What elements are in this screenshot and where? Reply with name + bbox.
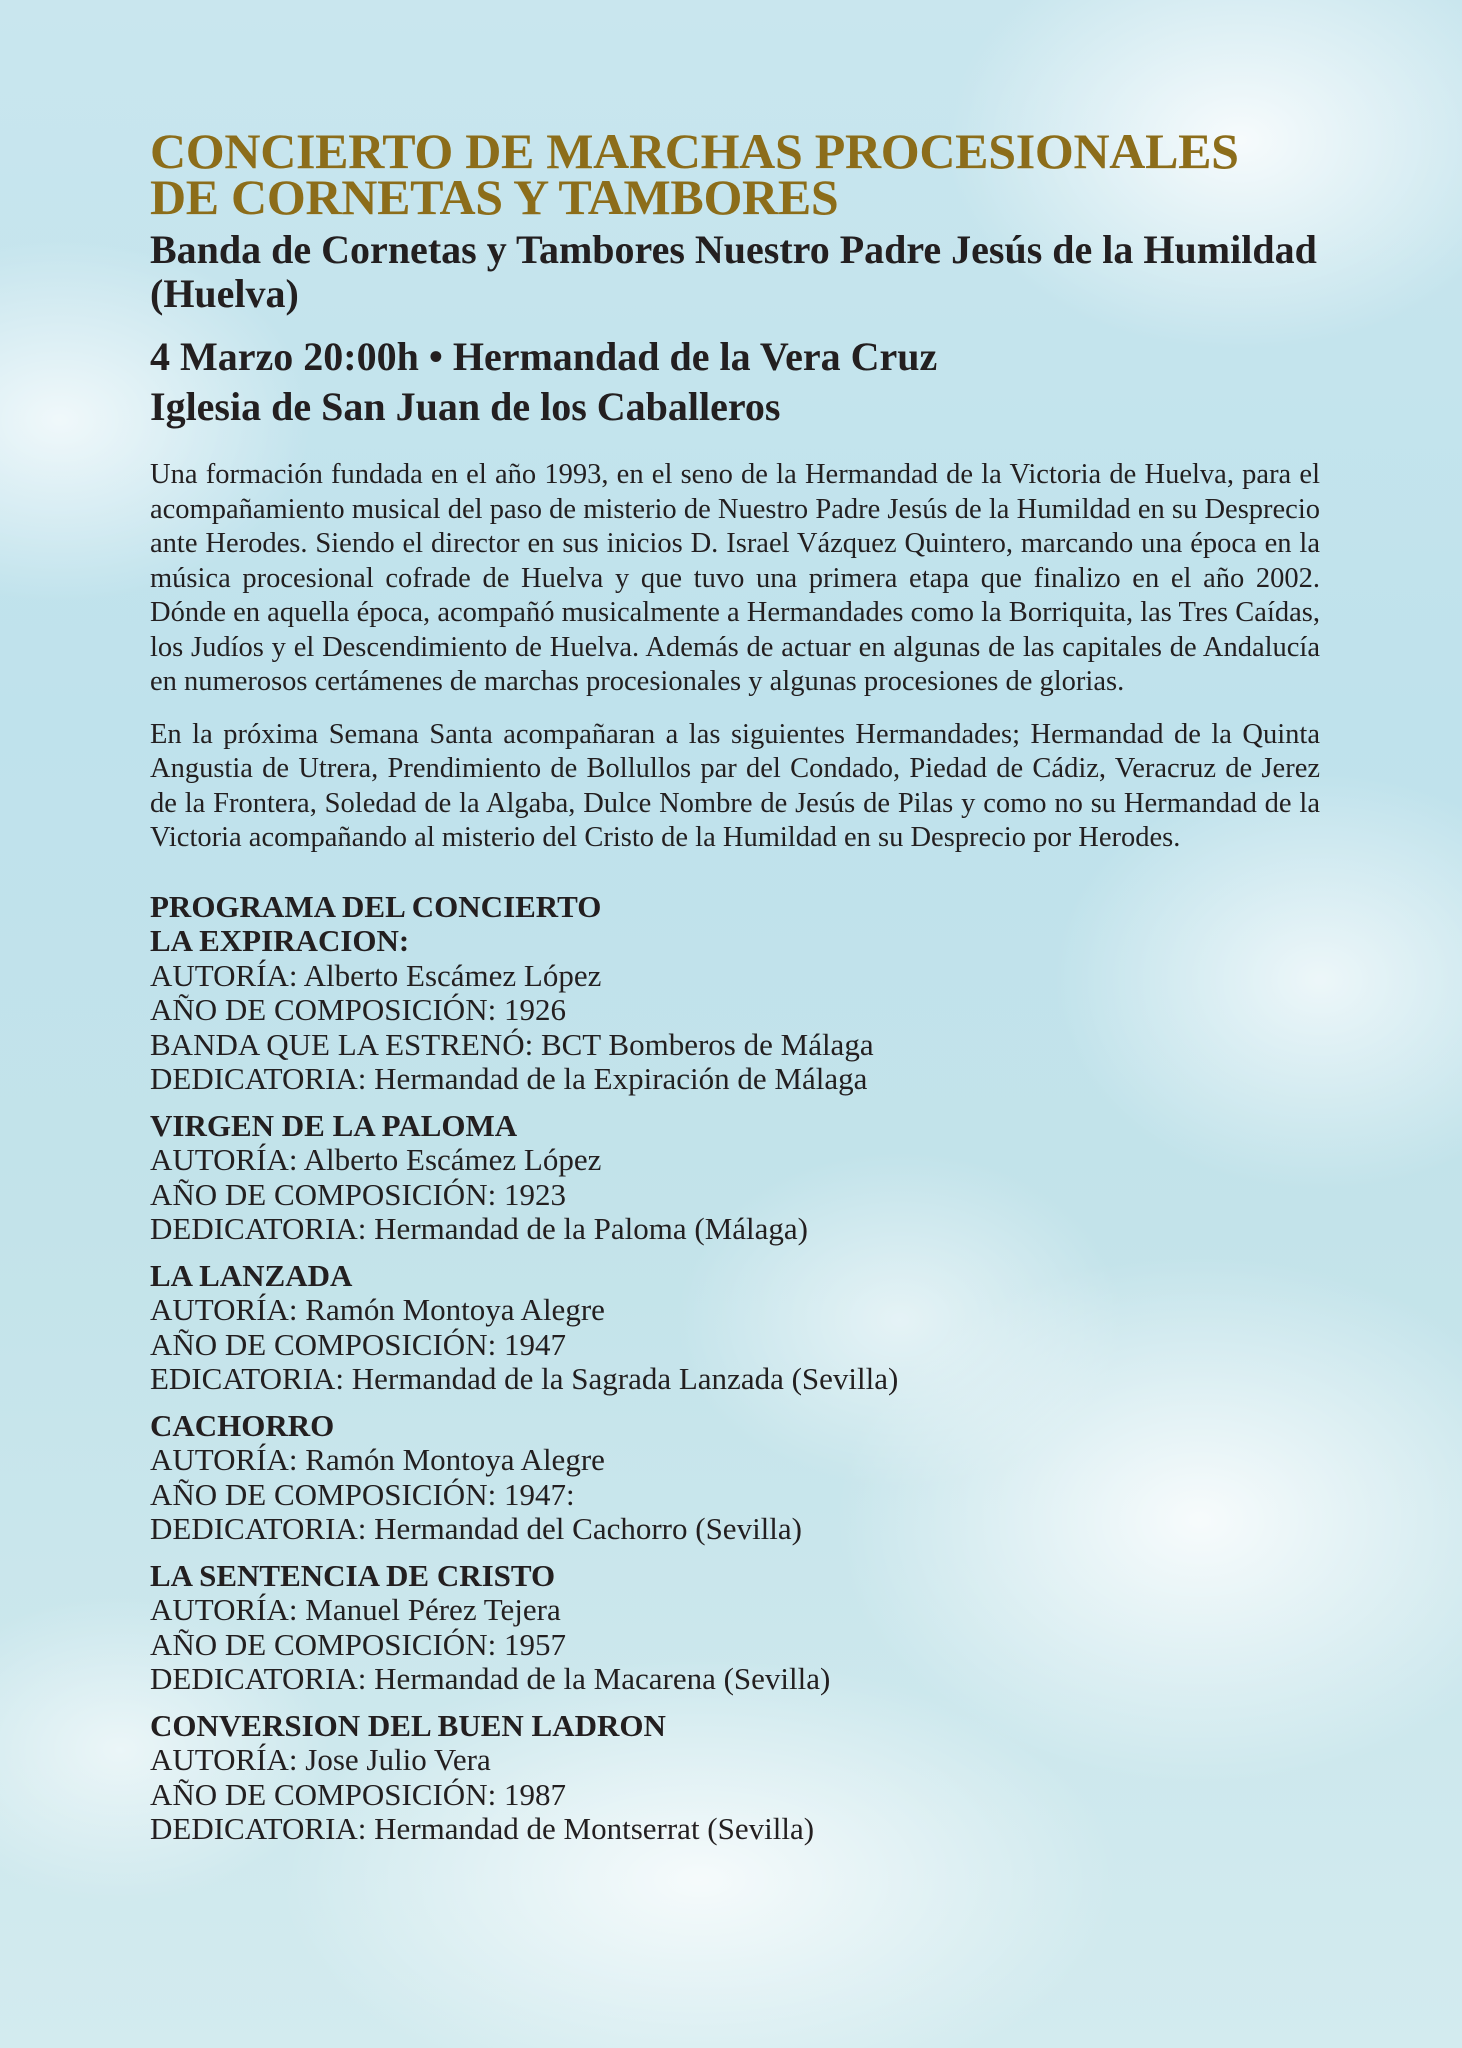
piece-dedication: EDICATORIA: Hermandad de la Sagrada Lanzada (Sevilla) — [150, 1361, 899, 1396]
piece-dedication: DEDICATORIA: Hermandad del Cachorro (Sevilla) — [150, 1511, 802, 1546]
program-piece — [150, 924, 1320, 1097]
piece-year: AÑO DE COMPOSICIÓN: 1947: — [150, 1476, 575, 1512]
event-venue: Iglesia de San Juan de los Caballeros — [150, 384, 781, 429]
piece-dedication: DEDICATORIA: Hermandad de la Macarena (Sevilla) — [150, 1661, 831, 1696]
event-details — [150, 332, 1320, 432]
piece-title: VIRGEN DE LA PALOMA — [150, 1107, 518, 1143]
piece-author: AUTORÍA: Manuel Pérez Tejera — [150, 1592, 561, 1627]
piece-title: LA EXPIRACION: — [150, 923, 410, 958]
piece-author: AUTORÍA: Ramón Montoya Alegre — [150, 1442, 605, 1477]
page-content — [150, 123, 1320, 1847]
holy-week-paragraph: En la próxima Semana Santa acompañaran a las siguientes Hermandades; Hermandad de la Quinta Angustia de Utrera, Prendimiento de Bollullos par del Condado, Piedad de Cádiz, Veracruz de Jerez de la Frontera, Soledad de la Algaba, Dulce Nombre de Jesús de Pilas y como no su Hermandad de la Victoria acompañando al misterio del Cristo de la Humildad en su Desprecio por Herodes. — [150, 718, 1320, 853]
concert-program — [150, 890, 1320, 1847]
piece-author: AUTORÍA: Alberto Escámez López — [150, 957, 602, 993]
program-piece — [150, 1409, 1320, 1547]
program-piece — [150, 1259, 1320, 1397]
piece-premiere-band: BANDA QUE LA ESTRENÓ: BCT Bomberos de Málaga — [150, 1026, 874, 1062]
concert-title — [150, 123, 1320, 225]
program-heading: PROGRAMA DEL CONCIERTO — [150, 888, 602, 924]
concert-title-line-2: DE CORNETAS Y TAMBORES — [150, 169, 839, 225]
piece-dedication: DEDICATORIA: Hermandad de la Paloma (Málaga) — [150, 1211, 808, 1246]
piece-title: LA LANZADA — [150, 1257, 353, 1293]
program-piece — [150, 1559, 1320, 1697]
piece-year: AÑO DE COMPOSICIÓN: 1957 — [150, 1626, 566, 1662]
piece-author: AUTORÍA: Alberto Escámez López — [150, 1142, 602, 1177]
piece-year: AÑO DE COMPOSICIÓN: 1926 — [150, 992, 566, 1027]
piece-title: CACHORRO — [150, 1407, 335, 1443]
concert-title-line-1: CONCIERTO DE MARCHAS PROCESIONALES — [150, 123, 1239, 179]
piece-year: AÑO DE COMPOSICIÓN: 1947 — [150, 1326, 566, 1362]
piece-author: AUTORÍA: Jose Julio Vera — [150, 1742, 491, 1777]
event-date-place: 4 Marzo 20:00h • Hermandad de la Vera Cruz — [150, 334, 938, 379]
piece-year: AÑO DE COMPOSICIÓN: 1923 — [150, 1176, 566, 1212]
history-paragraph: Una formación fundada en el año 1993, en el seno de la Hermandad de la Victoria de Huelva, para el acompañamiento musical del paso de misterio de Nuestro Padre Jesús de la Humildad en su Desprecio ante Herodes. Siendo el director en sus inicios D. Israel Vázquez Quintero, marcando una época en la música procesional cofrade de Huelva y que tuvo una primera etapa que finalizo en el año 2002. Dónde en aquella época, acompañó musicalmente a Hermandades como la Borriquita, las Tres Caídas, los Judíos y el Descendimiento de Huelva. Además de actuar en algunas de las capitales de Andalucía en numerosos certámenes de marchas procesionales y algunas procesiones de glorias. — [150, 459, 1320, 697]
piece-year: AÑO DE COMPOSICIÓN: 1987 — [150, 1776, 566, 1812]
piece-title: CONVERSION DEL BUEN LADRON — [150, 1707, 666, 1743]
program-piece — [150, 1109, 1320, 1247]
piece-dedication: DEDICATORIA: Hermandad de Montserrat (Sevilla) — [150, 1811, 815, 1846]
piece-author: AUTORÍA: Ramón Montoya Alegre — [150, 1292, 605, 1327]
piece-title: LA SENTENCIA DE CRISTO — [150, 1557, 556, 1593]
band-name: Banda de Cornetas y Tambores Nuestro Padre Jesús de la Humildad (Huelva) — [150, 227, 1317, 316]
program-piece — [150, 1709, 1320, 1847]
piece-dedication: DEDICATORIA: Hermandad de la Expiración de Málaga — [150, 1061, 868, 1096]
